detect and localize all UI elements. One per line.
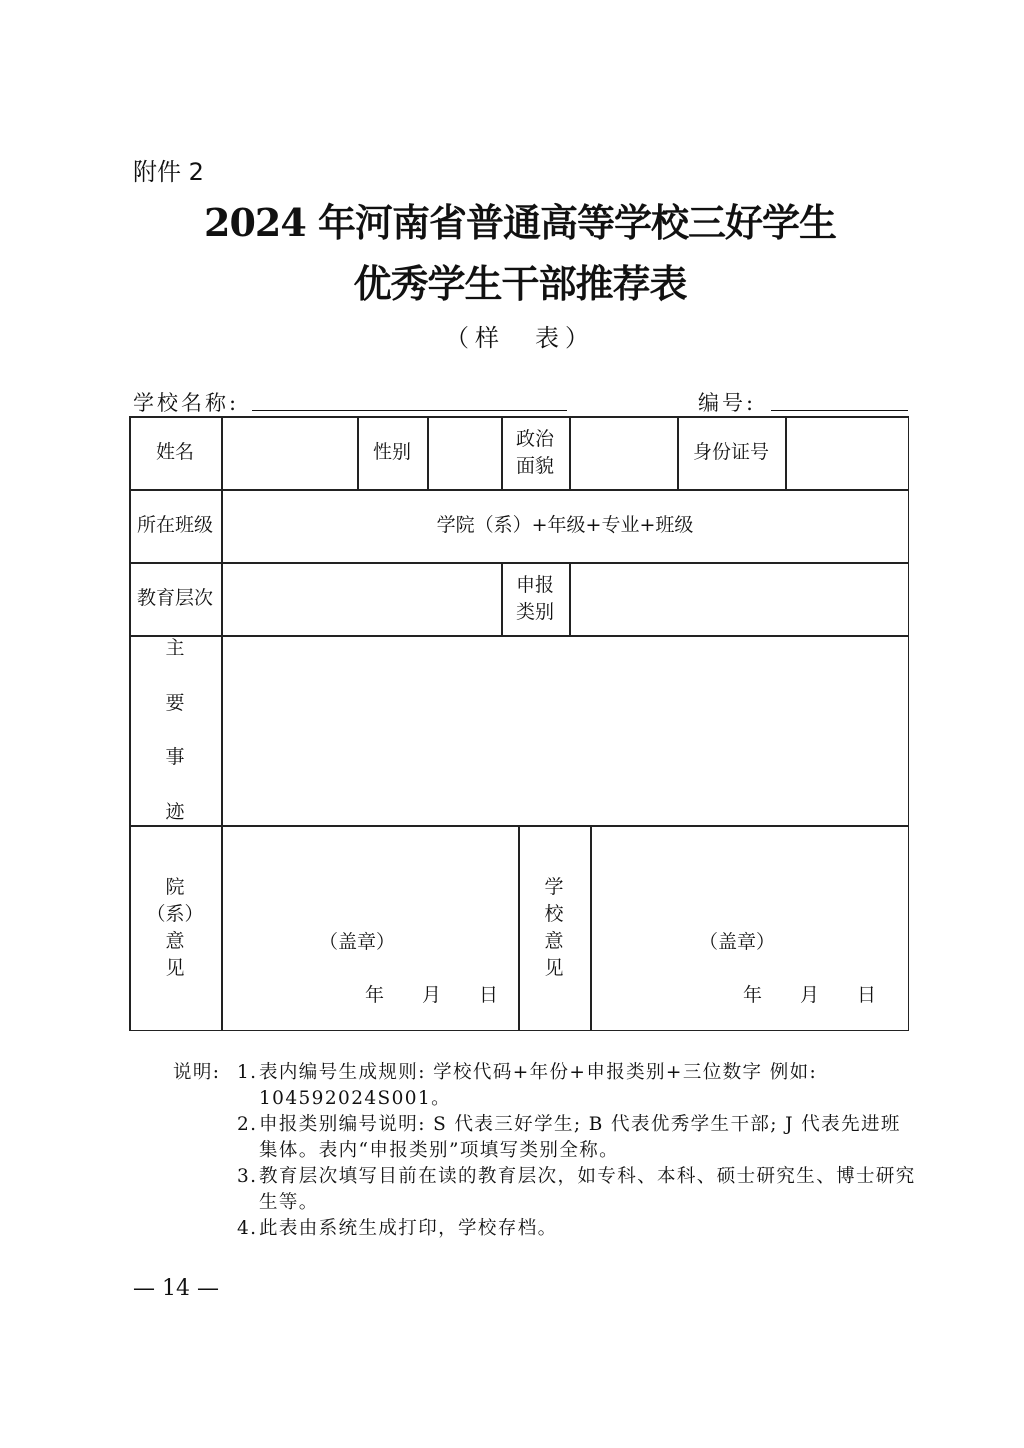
note-item <box>237 1216 918 1242</box>
note-text: 此表由系统生成打印，学校存档。 <box>259 1218 558 1239</box>
document-title-line-2: 优秀学生干部推荐表 <box>353 261 687 306</box>
school-opinion-char: 见 <box>544 956 564 979</box>
note-item <box>237 1112 918 1164</box>
political-status-label-line-1: 政治 <box>515 427 554 450</box>
college-opinion-char: 院 <box>165 875 185 898</box>
document-title-line-1: 2024 年河南省普通高等学校三好学生 <box>204 200 836 245</box>
political-status-input[interactable] <box>570 418 676 488</box>
note-number: 4. <box>237 1218 258 1239</box>
note-item <box>237 1164 918 1216</box>
political-status-label <box>501 416 569 489</box>
college-opinion-label <box>129 825 221 1030</box>
main-deeds-char: 要 <box>165 691 185 714</box>
attachment-label: 附件 2 <box>133 158 204 186</box>
main-deeds-char: 事 <box>165 746 185 769</box>
school-name-field[interactable] <box>252 410 567 411</box>
school-opinion-char: 意 <box>544 929 564 952</box>
class-format-hint[interactable]: 学院（系）+年级+专业+班级 <box>436 514 694 536</box>
note-number: 1. <box>237 1062 258 1083</box>
college-stamp-label: （盖章） <box>319 930 396 953</box>
main-deeds-char: 主 <box>165 637 185 659</box>
application-category-label <box>501 562 569 635</box>
school-opinion-char: 学 <box>544 875 564 898</box>
gender-label: 性别 <box>372 441 411 463</box>
document-subtitle: （样 表） <box>445 324 595 352</box>
id-number-label: 身份证号 <box>692 441 769 463</box>
gender-input[interactable] <box>428 418 500 488</box>
recommendation-form-table <box>129 416 909 1031</box>
education-level-input[interactable] <box>222 564 500 634</box>
education-level-label: 教育层次 <box>136 587 213 609</box>
id-number-input[interactable] <box>786 418 907 488</box>
application-category-label-line-1: 申报 <box>515 573 554 596</box>
name-input[interactable] <box>222 418 356 488</box>
application-category-input[interactable] <box>570 564 907 634</box>
main-deeds-char: 迹 <box>165 800 185 823</box>
note-number: 2. <box>237 1114 258 1135</box>
application-category-label-line-2: 类别 <box>515 600 554 623</box>
school-opinion-label <box>518 825 590 1030</box>
serial-number-field[interactable] <box>771 410 908 411</box>
note-text: 教育层次填写目前在读的教育层次，如专科、本科、硕士研究生、博士研究生等。 <box>259 1166 916 1213</box>
political-status-label-line-2: 面貌 <box>515 454 554 477</box>
college-opinion-char: 意 <box>165 929 185 952</box>
note-item <box>237 1060 918 1112</box>
school-name-label: 学校名称: <box>133 391 240 415</box>
main-deeds-input[interactable] <box>222 637 907 823</box>
note-text: 申报类别编号说明: S 代表三好学生; B 代表优秀学生干部; J 代表先进班集体。表内“申报类别”项填写类别全称。 <box>259 1114 901 1161</box>
class-label: 所在班级 <box>136 514 213 536</box>
main-deeds-label <box>129 635 221 825</box>
school-date: 年 月 日 <box>743 983 877 1006</box>
college-opinion-char: 见 <box>165 956 185 979</box>
college-opinion-char: （系） <box>146 902 204 925</box>
note-number: 3. <box>237 1166 258 1187</box>
name-label: 姓名 <box>155 441 194 463</box>
school-stamp-label: （盖章） <box>699 930 776 953</box>
school-opinion-char: 校 <box>544 902 564 925</box>
notes-lead: 说明: <box>173 1062 221 1083</box>
note-text: 表内编号生成规则: 学校代码+年份+申报类别+三位数字 例如: 104592024S001。 <box>259 1062 818 1109</box>
serial-number-label: 编号: <box>698 391 757 415</box>
college-date: 年 月 日 <box>365 983 499 1006</box>
page-number: — 14 — <box>133 1276 219 1301</box>
notes-section <box>173 1060 918 1242</box>
